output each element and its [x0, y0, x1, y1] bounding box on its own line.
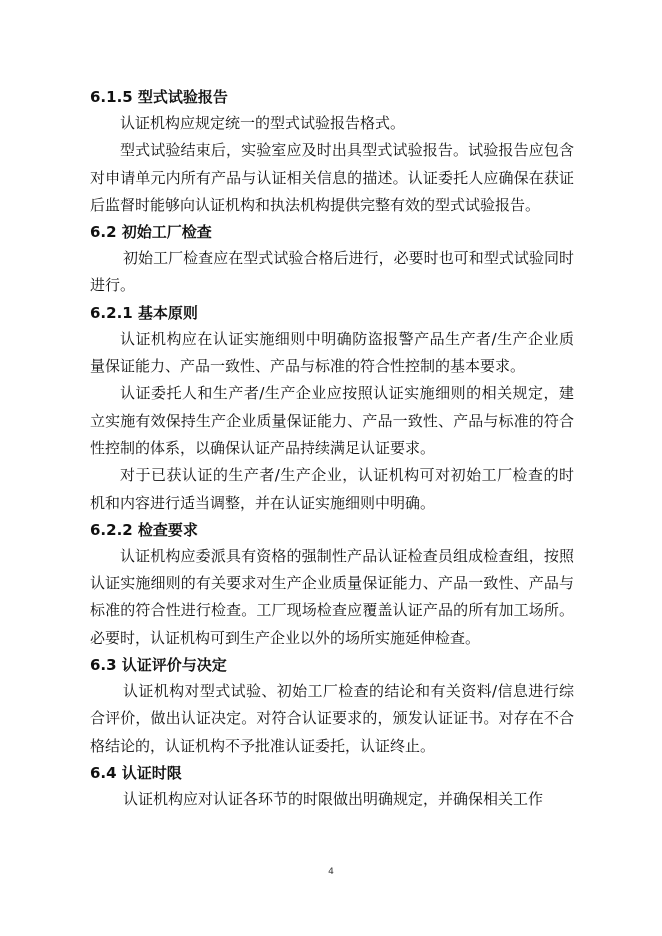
- page-content: [90, 84, 574, 813]
- page-number: 4: [328, 867, 334, 877]
- paragraph: 认证委托人和生产者/生产企业应按照认证实施细则的相关规定，建立实施有效保持生产企业质量保证能力、产品一致性、产品与标准的符合性控制的体系，以确保认证产品持续满足认证要求。: [90, 384, 574, 457]
- paragraph: 对于已获认证的生产者/生产企业，认证机构可对初始工厂检查的时机和内容进行适当调整，并在认证实施细则中明确。: [90, 466, 574, 512]
- section-heading-6-2-1: 6.2.1 基本原则: [90, 303, 198, 322]
- paragraph: 认证机构应在认证实施细则中明确防盗报警产品生产者/生产企业质量保证能力、产品一致性、产品与标准的符合性控制的基本要求。: [90, 329, 574, 376]
- paragraph: 型式试验结束后，实验室应及时出具型式试验报告。试验报告应包含对申请单元内所有产品与认证相关信息的描述。认证委托人应确保在获证后监督时能够向认证机构和执法机构提供完整有效的型式试验报告。: [90, 141, 574, 214]
- section-heading-6-2: 6.2 初始工厂检查: [90, 223, 212, 242]
- paragraph: 认证机构对型式试验、初始工厂检查的结论和有关资料/信息进行综合评价，做出认证决定。对符合认证要求的，颁发认证证书。对存在不合格结论的，认证机构不予批准认证委托，认证终止。: [90, 682, 574, 755]
- section-heading-6-3: 6.3 认证评价与决定: [90, 656, 227, 675]
- section-heading-6-1-5: 6.1.5 型式试验报告: [90, 88, 228, 106]
- paragraph: 认证机构应委派具有资格的强制性产品认证检查员组成检查组，按照认证实施细则的有关要求对生产企业质量保证能力、产品一致性、产品与标准的符合性进行检查。工厂现场检查应覆盖认证产品的所有加工场所。必要时，认证机构可到生产企业以外的场所实施延伸检查。: [90, 546, 574, 647]
- section-heading-6-2-2: 6.2.2 检查要求: [90, 520, 198, 539]
- paragraph: 认证机构应规定统一的型式试验报告格式。: [120, 114, 406, 132]
- paragraph: 初始工厂检查应在型式试验合格后进行，必要时也可和型式试验同时进行。: [90, 249, 574, 295]
- paragraph: 认证机构应对认证各环节的时限做出明确规定，并确保相关工作: [123, 789, 544, 808]
- section-heading-6-4: 6.4 认证时限: [90, 763, 182, 782]
